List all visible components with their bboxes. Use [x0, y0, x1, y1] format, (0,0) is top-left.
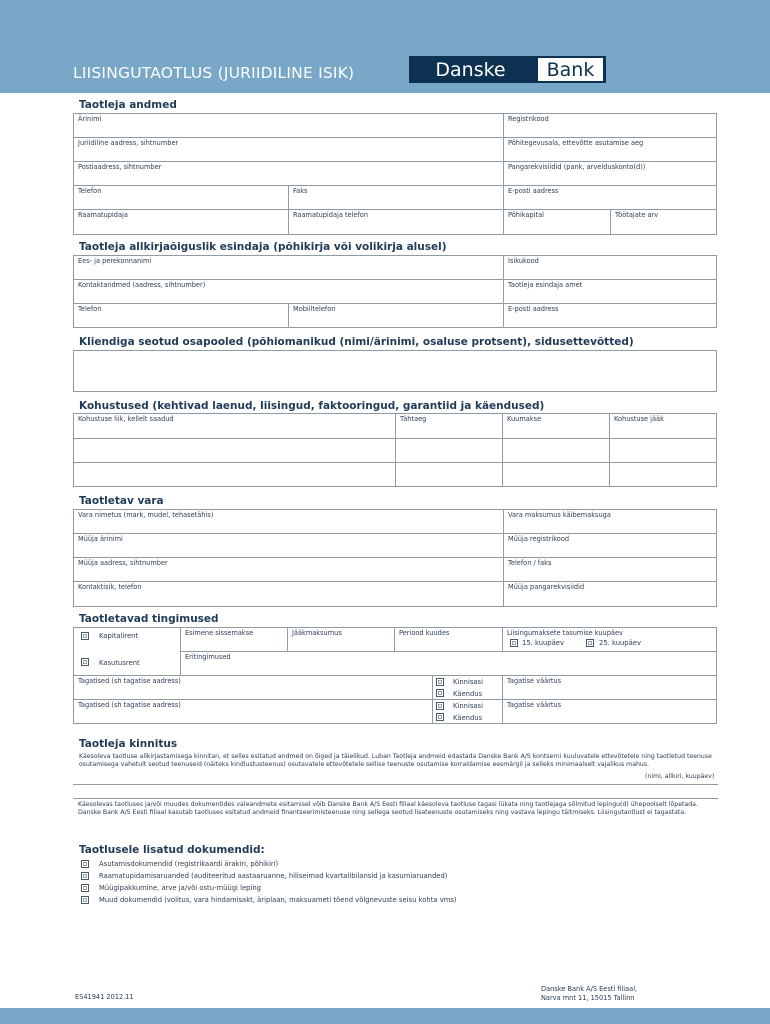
obligations-col-balance: [610, 414, 717, 439]
capital-lease-label: Kapitalirent: [99, 632, 139, 640]
field-label: Telefon: [78, 187, 102, 195]
field-period[interactable]: [395, 628, 503, 652]
field-label: Kontaktisik, telefon: [78, 583, 142, 591]
field-residual[interactable]: [288, 628, 395, 652]
capital-lease-checkbox[interactable]: [81, 632, 89, 640]
field-accountant-phone[interactable]: [289, 210, 504, 235]
asset-grid: [73, 509, 717, 607]
field-postal-address[interactable]: [74, 162, 504, 186]
field-company-name[interactable]: [74, 114, 504, 138]
field-related-parties[interactable]: [74, 351, 717, 392]
field-label: Juriidiline aadress, sihtnumber: [78, 139, 179, 147]
day25-checkbox[interactable]: [586, 639, 594, 647]
field-label: Põhikapital: [508, 211, 545, 219]
field-collateral-2[interactable]: [74, 700, 433, 724]
mortgage-label-1: Kinnisasi: [453, 678, 483, 686]
field-capital[interactable]: [504, 210, 611, 235]
field-label: Müüja pangarekvisiidid: [508, 583, 585, 591]
mortgage-label-2: Kinnisasi: [453, 702, 483, 710]
field-rep-phone[interactable]: [74, 304, 289, 328]
field-label: Müüja ärinimi: [78, 535, 123, 543]
field-rep-contact[interactable]: [74, 280, 504, 304]
field-label: Faks: [293, 187, 308, 195]
guarantee-checkbox-1[interactable]: [436, 689, 444, 697]
field-down-payment[interactable]: [181, 628, 288, 652]
field-label: Ees- ja perekonnanimi: [78, 257, 152, 265]
field-label: Tagatise väärtus: [507, 701, 562, 709]
field-legal-address[interactable]: [74, 138, 504, 162]
day15-checkbox[interactable]: [510, 639, 518, 647]
section-terms-title: Taotletavad tingimused: [79, 613, 219, 625]
field-label: Registrikood: [508, 115, 549, 123]
field-rep-personal-code[interactable]: [504, 256, 717, 280]
representative-grid: [73, 255, 717, 328]
column-header: Kuumakse: [507, 415, 542, 423]
field-rep-email[interactable]: [504, 304, 717, 328]
attachment-label-2: Raamatupidamisaruanded (auditeeritud aastaaruanne, hiliseimad kvartalibilansid ja kasumiaruanded): [99, 872, 448, 880]
field-label: Eritingimused: [185, 653, 231, 661]
attachment-checkbox-1[interactable]: [81, 860, 89, 868]
field-special-terms[interactable]: [181, 652, 717, 676]
section-applicant-title: Taotleja andmed: [79, 99, 177, 111]
field-rep-name[interactable]: [74, 256, 504, 280]
obligations-cell[interactable]: [74, 439, 396, 463]
field-collateral-value-1[interactable]: [503, 676, 717, 700]
false-data-notice: Käesolevas taotluses ja/või muudes dokumentides valeandmete esitamisel võib Danske Bank A/S Eesti filiaal käesoleva taotluse tagasi lükata ning taotlejaga sõlmitud lepingu(d) ühepoolselt lõpetada. Danske Bank A/S Eesti filiaal kasutab taotluses esitatud andmeid finantseerimisteenuse ning sellega seotud lisateenuste osutamiseks ning vastava lepingu täitmiseks. Liisingutaotlust ei tagastata.: [78, 801, 698, 816]
field-label: Liisingumaksete tasumise kuupäev: [507, 629, 623, 637]
field-collateral-value-2[interactable]: [503, 700, 717, 724]
attachment-label-4: Muud dokumendid (volitus, vara hindamisakt, äriplaan, maksuameti tõend võlgnevuste seisu kohta vms): [99, 896, 457, 904]
obligations-cell[interactable]: [610, 439, 717, 463]
signature-caption: (nimi, allkiri, kuupäev): [645, 773, 715, 780]
section-related-title: Kliendiga seotud osapooled (põhiomanikud (nimi/ärinimi, osaluse protsent), sidusettevõtted): [79, 336, 634, 348]
obligations-cell[interactable]: [396, 439, 503, 463]
signature-line: [73, 784, 718, 785]
field-bank-accounts[interactable]: [504, 162, 717, 186]
field-label: Periood kuudes: [399, 629, 450, 637]
obligations-col-monthly: [503, 414, 610, 439]
field-label: Telefon / faks: [508, 559, 552, 567]
field-label: Tagatised (sh tagatise aadress): [78, 677, 181, 685]
section-asset-title: Taotletav vara: [79, 495, 164, 507]
guarantee-label-1: Käendus: [453, 690, 483, 698]
section-attachments-title: Taotlusele lisatud dokumendid:: [79, 844, 265, 856]
footer-address: Narva mnt 11, 15015 Tallinn: [541, 994, 635, 1002]
obligations-cell[interactable]: [74, 463, 396, 487]
field-label: E-posti aadress: [508, 187, 559, 195]
mortgage-checkbox-1[interactable]: [436, 678, 444, 686]
field-label: Põhitegevusala, ettevõtte asutamise aeg: [508, 139, 644, 147]
field-rep-position[interactable]: [504, 280, 717, 304]
obligations-cell[interactable]: [503, 463, 610, 487]
field-label: Vara nimetus (mark, mudel, tehasetähis): [78, 511, 214, 519]
field-fax[interactable]: [289, 186, 504, 210]
field-label: E-posti aadress: [508, 305, 559, 313]
field-seller-bank[interactable]: [504, 582, 717, 607]
field-label: Vara maksumus käibemaksuga: [508, 511, 611, 519]
field-label: Esimene sissemakse: [185, 629, 254, 637]
field-label: Jääkmaksumus: [292, 629, 342, 637]
field-seller-name[interactable]: [74, 534, 504, 558]
field-label: Postiaadress, sihtnumber: [78, 163, 162, 171]
operating-lease-checkbox[interactable]: [81, 658, 89, 666]
field-phone[interactable]: [74, 186, 289, 210]
obligations-cell[interactable]: [610, 463, 717, 487]
obligations-cell[interactable]: [503, 439, 610, 463]
column-header: Kohustuse liik, kellelt saadud: [78, 415, 174, 423]
attachment-label-1: Asutamisdokumendid (registrikaardi ärakiri, põhikiri): [99, 860, 279, 868]
logo-danske-text: Danske: [435, 58, 506, 81]
field-email[interactable]: [504, 186, 717, 210]
field-label: Raamatupidaja telefon: [293, 211, 369, 219]
field-label: Müüja aadress, sihtnumber: [78, 559, 168, 567]
field-label: Raamatupidaja: [78, 211, 128, 219]
guarantee-label-2: Käendus: [453, 714, 483, 722]
field-collateral-1[interactable]: [74, 676, 433, 700]
column-header: Tähtaeg: [400, 415, 427, 423]
field-seller-address[interactable]: [74, 558, 504, 582]
obligations-cell[interactable]: [396, 463, 503, 487]
attachment-label-3: Müügipakkumine, arve ja/või ostu-müügi leping: [99, 884, 261, 892]
day25-label: 25. kuupäev: [599, 639, 641, 647]
field-label: Müüja registrikood: [508, 535, 570, 543]
field-contact-person[interactable]: [74, 582, 504, 607]
field-reg-code[interactable]: [504, 114, 717, 138]
obligations-col-type: [74, 414, 396, 439]
field-label: Ärinimi: [78, 115, 102, 123]
field-label: Taotleja esindaja amet: [508, 281, 583, 289]
section-representative-title: Taotleja allkirjaõiguslik esindaja (põhikirja või volikirja alusel): [79, 241, 447, 253]
field-asset-price[interactable]: [504, 510, 717, 534]
day15-label: 15. kuupäev: [522, 639, 564, 647]
form-title: LIISINGUTAOTLUS (JURIIDILINE ISIK): [73, 64, 355, 82]
field-label: Tagatised (sh tagatise aadress): [78, 701, 181, 709]
section-confirmation-title: Taotleja kinnitus: [79, 738, 178, 750]
obligations-col-due: [396, 414, 503, 439]
operating-lease-label: Kasutusrent: [99, 659, 140, 667]
applicant-grid: [73, 113, 717, 235]
field-label: Tagatise väärtus: [507, 677, 562, 685]
field-employees[interactable]: [611, 210, 717, 235]
field-accountant[interactable]: [74, 210, 289, 235]
danske-bank-logo: [409, 56, 606, 83]
field-rep-mobile[interactable]: [289, 304, 504, 328]
field-seller-phone[interactable]: [504, 558, 717, 582]
section-obligations-title: Kohustused (kehtivad laenud, liisingud, faktooringud, garantiid ja käendused): [79, 400, 545, 412]
footer-bank-name: Danske Bank A/S Eesti filiaal,: [541, 985, 638, 993]
guarantee-checkbox-2[interactable]: [436, 713, 444, 721]
field-label: Töötajate arv: [615, 211, 659, 219]
field-seller-reg[interactable]: [504, 534, 717, 558]
divider: [73, 798, 718, 799]
attachment-checkbox-4[interactable]: [81, 896, 89, 904]
attachment-checkbox-2[interactable]: [81, 872, 89, 880]
footer-band: [0, 1008, 770, 1024]
logo-bank-text: Bank: [538, 58, 603, 81]
obligations-table: [73, 413, 717, 487]
attachment-checkbox-3[interactable]: [81, 884, 89, 892]
field-label: Isikukood: [508, 257, 539, 265]
mortgage-checkbox-2[interactable]: [436, 702, 444, 710]
field-label: Kontaktandmed (aadress, sihtnumber): [78, 281, 206, 289]
related-grid: [73, 350, 717, 392]
field-label: Telefon: [78, 305, 102, 313]
field-label: Mobiiltelefon: [293, 305, 336, 313]
field-asset-name[interactable]: [74, 510, 504, 534]
column-header: Kohustuse jääk: [614, 415, 664, 423]
form-code: ES41941 2012.11: [75, 993, 134, 1001]
field-label: Pangarekvisiidid (pank, arvelduskonto(d)): [508, 163, 646, 171]
confirmation-text: Käesoleva taotluse allkirjastamisega kinnitan, et selles esitatud andmed on õiged ja täielikud. Luban Taotleja andmeid edastada Danske Bank A/S kontserni kuuluvatele ettevõtetele ning taotletud teenuse osutamisega vahetult seotud teenuseid (näiteks kindlustusteenus) osutavatele ettevõtetele sellise teenuste osutamise korraldamise eesmärgil ja selleks minimaalselt vajalikus mahus.: [79, 753, 712, 768]
field-activity[interactable]: [504, 138, 717, 162]
